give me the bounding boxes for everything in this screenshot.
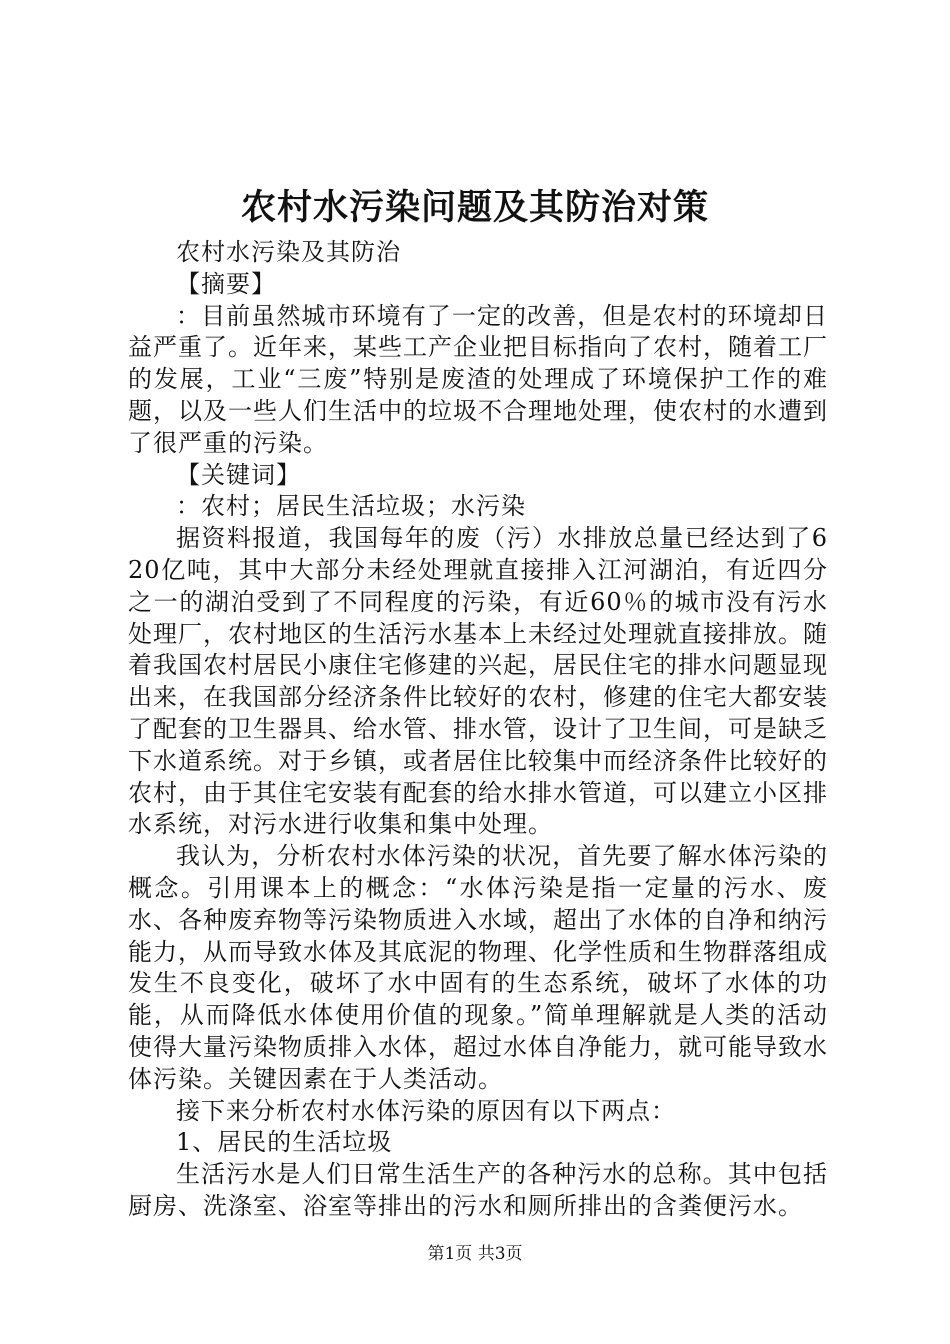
document-body bbox=[128, 237, 828, 1223]
keywords-heading: 【关键词】 bbox=[176, 460, 301, 489]
body-paragraph: 接下来分析农村水体污染的原因有以下两点： bbox=[176, 1096, 676, 1125]
page-footer: 第1页 共3页 bbox=[427, 1244, 523, 1264]
abstract-heading: 【摘要】 bbox=[176, 269, 276, 298]
abstract-paragraph: ：目前虽然城市环境有了一定的改善，但是农村的环境却日益严重了。近年来，某些工产企业把目标指向了农村，随着工厂的发展，工业“三废”特别是废渣的处理成了环境保护工作的难题，以及一些人们生活中的垃圾不合理地处理，使农村的水遭到了很严重的污染。 bbox=[128, 301, 828, 457]
section-heading: 1、居民的生活垃圾 bbox=[176, 1128, 393, 1157]
subtitle-paragraph: 农村水污染及其防治 bbox=[176, 238, 401, 266]
keywords-paragraph: ：农村；居民生活垃圾；水污染 bbox=[176, 492, 526, 521]
document-title: 农村水污染问题及其防治对策 bbox=[240, 187, 709, 228]
body-paragraph: 据资料报道，我国每年的废（污）水排放总量已经达到了620亿吨，其中大部分未经处理就直接排入江河湖泊，有近四分之一的湖泊受到了不同程度的污染，有近60％的城市没有污水处理厂，农村地区的生活污水基本上未经过处理就直接排放。随着我国农村居民小康住宅修建的兴起，居民住宅的排水问题显现出来，在我国部分经济条件比较好的农村，修建的住宅大都安装了配套的卫生器具、给水管、排水管，设计了卫生间，可是缺乏下水道系统。对于乡镇，或者居住比较集中而经济条件比较好的农村，由于其住宅安装有配套的给水排水管道，可以建立小区排水系统，对污水进行收集和集中处理。 bbox=[128, 524, 828, 839]
body-paragraph: 我认为，分析农村水体污染的状况，首先要了解水体污染的概念。引用课本上的概念：“水体污染是指一定量的污水、废水、各种废弃物等污染物质进入水域，超出了水体的自净和纳污能力，从而导致水体及其底泥的物理、化学性质和生物群落组成发生不良变化，破坏了水中固有的生态系统，破坏了水体的功能，从而降低水体使用价值的现象。”简单理解就是人类的活动使得大量污染物质排入水体，超过水体自净能力，就可能导致水体污染。关键因素在于人类活动。 bbox=[128, 842, 828, 1093]
body-paragraph: 生活污水是人们日常生活生产的各种污水的总称。其中包括厨房、洗涤室、浴室等排出的污水和厕所排出的含粪便污水。 bbox=[128, 1160, 828, 1220]
